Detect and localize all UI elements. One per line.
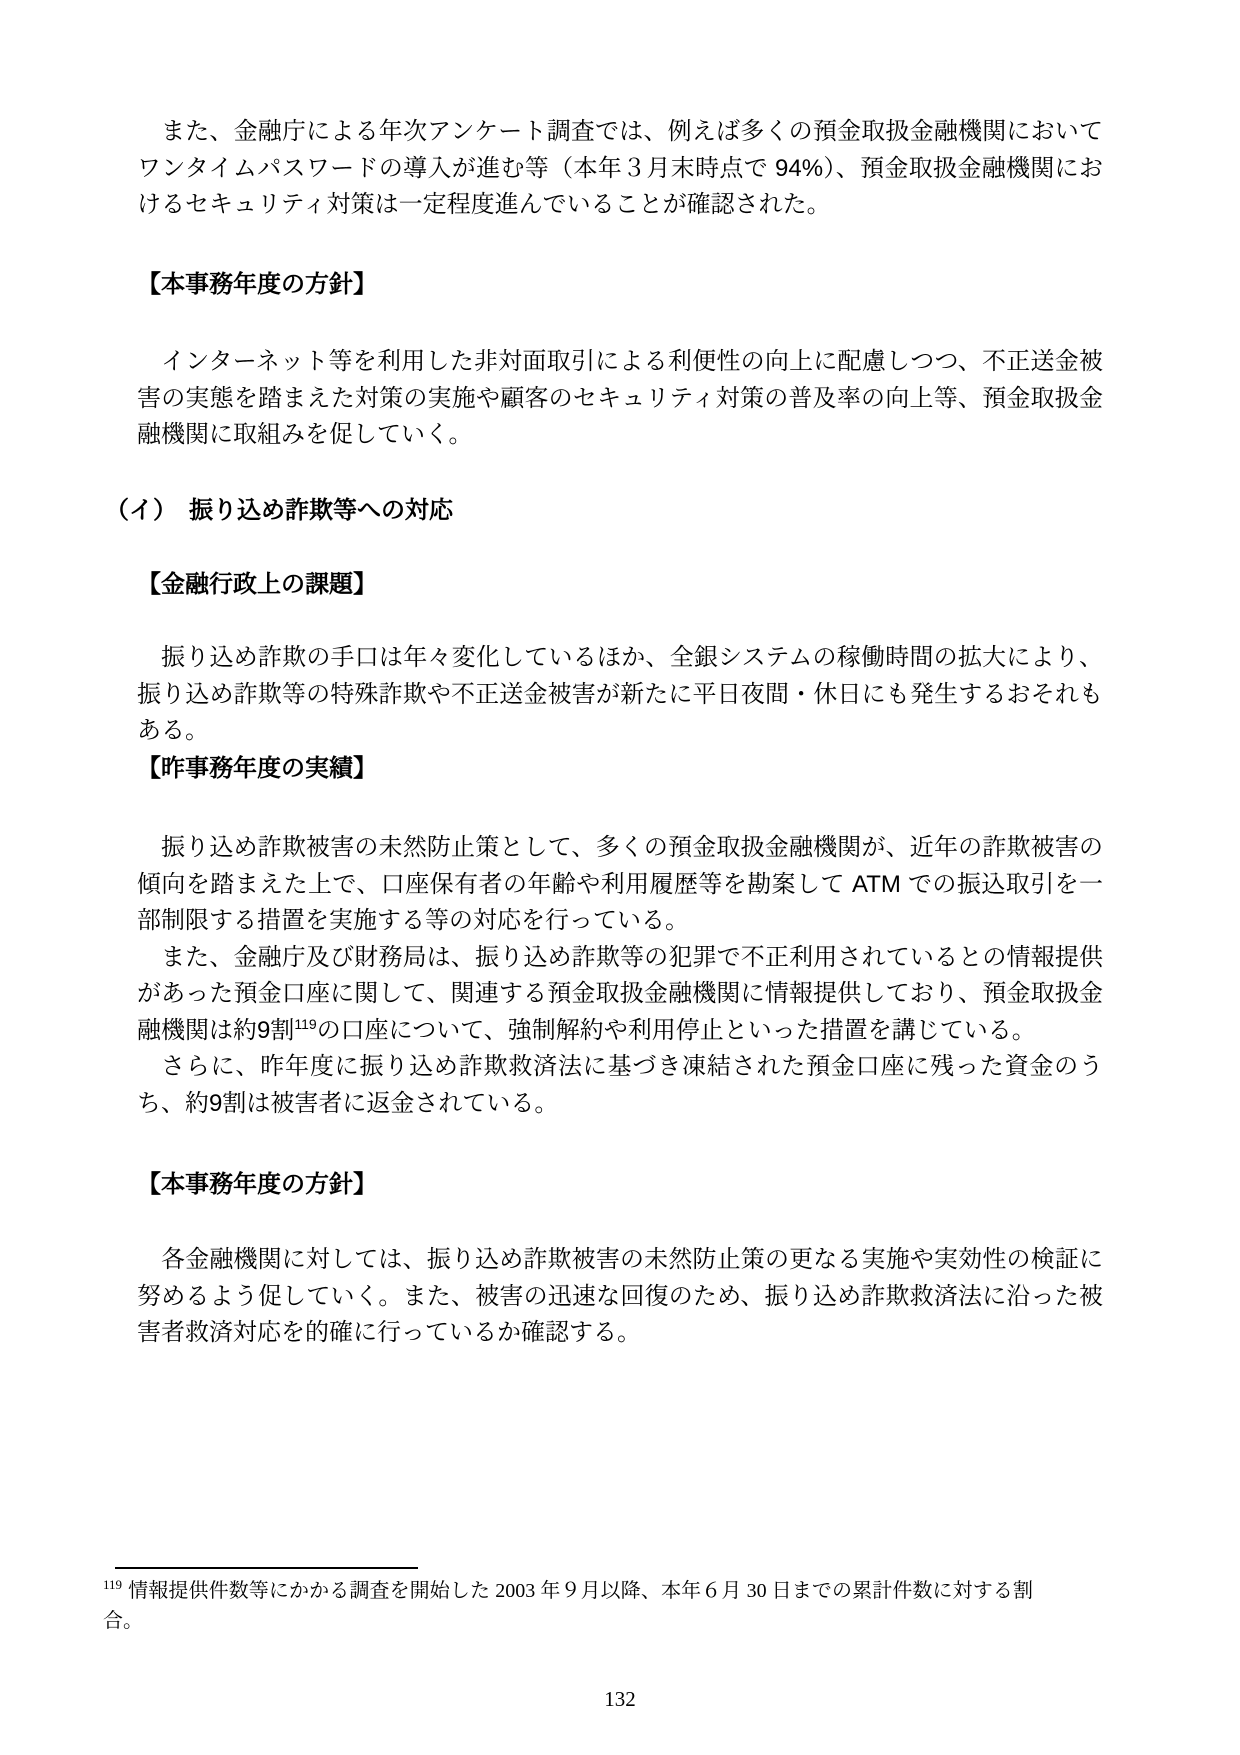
paragraph-group-results — [137, 830, 1103, 1122]
page-number: 132 — [604, 1687, 636, 1711]
footnote-marker-119: 119 — [103, 1577, 123, 1593]
footnote-119 — [103, 1576, 1033, 1636]
paragraph-results-account-suspension — [137, 940, 1103, 1050]
paragraph-fraud-issues: 振り込め詐欺の手口は年々変化しているほか、全銀システムの稼働時間の拡大により、振り込め詐欺等の特殊詐欺や不正送金被害が新たに平日夜間・休日にも発生するおそれもある。 — [137, 644, 1103, 744]
paragraph-results-2-text-after: の口座について、強制解約や利用停止といった措置を講じている。 — [316, 1016, 1036, 1044]
paragraph-results-2-text-before: また、金融庁及び財務局は、振り込め詐欺等の犯罪で不正利用されているとの情報提供があった預金口座に関して、関連する預金取扱金融機関に情報提供しており、預金取扱金融機関は約9割 — [137, 943, 1103, 1044]
paragraph-results-refunds: さらに、昨年度に振り込め詐欺救済法に基づき凍結された預金口座に残った資金のうち、約9割は被害者に返金されている。 — [137, 1053, 1103, 1117]
paragraph-survey-result: また、金融庁による年次アンケート調査では、例えば多くの預金取扱金融機関においてワンタイムパスワードの導入が進む等（本年３月末時点で 94%）、預金取扱金融機関におけるセキュリティ対策は一定程度進んでいることが確認された。 — [137, 118, 1103, 218]
footnote-separator-rule — [115, 1567, 418, 1569]
footnote-reference-119: 119 — [294, 1015, 317, 1032]
paragraph-policy-internet: インターネット等を利用した非対面取引による利便性の向上に配慮しつつ、不正送金被害の実態を踏まえた対策の実施や顧客のセキュリティ対策の普及率の向上等、預金取扱金融機関に取組みを促していく。 — [137, 348, 1103, 448]
paragraph-results-atm-limits: 振り込め詐欺被害の未然防止策として、多くの預金取扱金融機関が、近年の詐欺被害の傾向を踏まえた上で、口座保有者の年齢や利用履歴等を勘案して ATM での振込取引を一部制限する措置を実施する等の対応を行っている。 — [137, 834, 1103, 934]
footnote-text: 情報提供件数等にかかる調査を開始した 2003 年９月以降、本年６月 30 日までの累計件数に対する割合。 — [103, 1580, 1033, 1632]
heading-last-year-results: 【昨事務年度の実績】 — [137, 755, 377, 782]
heading-policy-current-year-1: 【本事務年度の方針】 — [137, 271, 377, 298]
heading-section-furikome-fraud: （イ） 振り込め詐欺等への対応 — [105, 497, 453, 524]
heading-policy-current-year-2: 【本事務年度の方針】 — [137, 1171, 377, 1198]
paragraph-policy-verification: 各金融機関に対しては、振り込め詐欺被害の未然防止策の更なる実施や実効性の検証に努めるよう促していく。また、被害の迅速な回復のため、振り込め詐欺救済法に沿った被害者救済対応を的確に行っているか確認する。 — [137, 1246, 1103, 1346]
heading-financial-administration-issues: 【金融行政上の課題】 — [137, 571, 377, 598]
